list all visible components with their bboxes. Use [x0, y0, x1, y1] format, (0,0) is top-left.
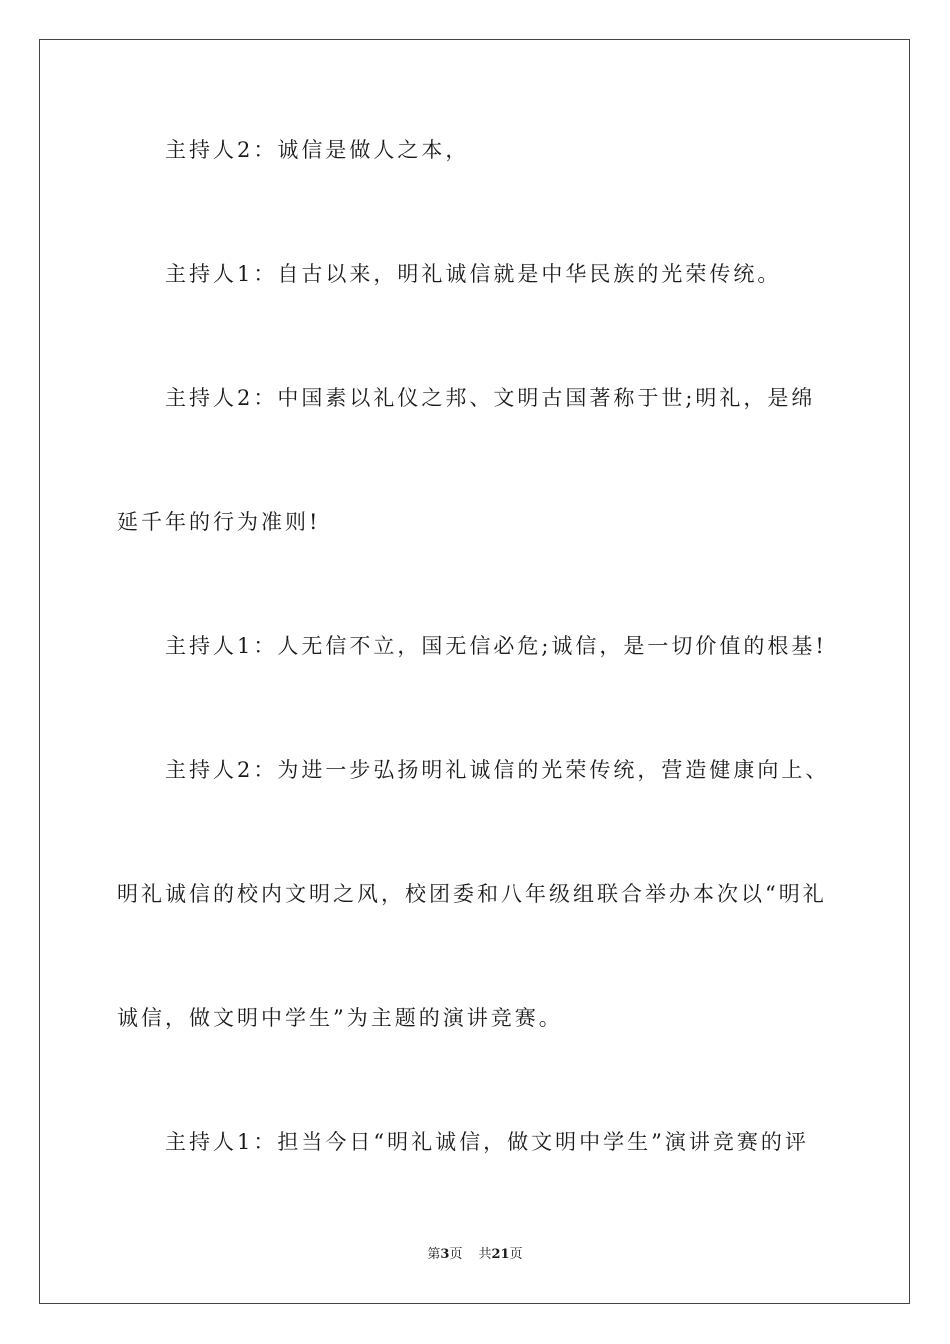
paragraph-line: 诚信，做文明中学生”为主题的演讲竞赛。	[117, 1006, 563, 1030]
page-footer	[0, 1246, 950, 1264]
total-prefix: 共	[478, 1247, 492, 1262]
paragraph-line: 主持人1：人无信不立，国无信必危;诚信，是一切价值的根基!	[165, 634, 827, 658]
paragraph-line: 主持人1：担当今日“明礼诚信，做文明中学生”演讲竞赛的评	[165, 1130, 809, 1154]
page-prefix: 第	[427, 1247, 441, 1262]
paragraph-line: 主持人2：为进一步弘扬明礼诚信的光荣传统，营造健康向上、	[165, 758, 830, 782]
paragraph-line: 主持人2：诚信是做人之本，	[165, 138, 470, 162]
paragraph-line: 明礼诚信的校内文明之风，校团委和八年级组联合举办本次以“明礼	[117, 882, 827, 906]
paragraph-line: 主持人1：自古以来，明礼诚信就是中华民族的光荣传统。	[165, 262, 782, 286]
page-border	[39, 39, 910, 1304]
page-number: 3	[440, 1247, 450, 1262]
total-pages: 21	[491, 1247, 510, 1262]
paragraph-line: 延千年的行为准则!	[117, 510, 321, 534]
page-suffix: 页	[449, 1247, 463, 1262]
paragraph-line: 主持人2：中国素以礼仪之邦、文明古国著称于世;明礼，是绵	[165, 386, 816, 410]
total-suffix: 页	[509, 1247, 523, 1262]
